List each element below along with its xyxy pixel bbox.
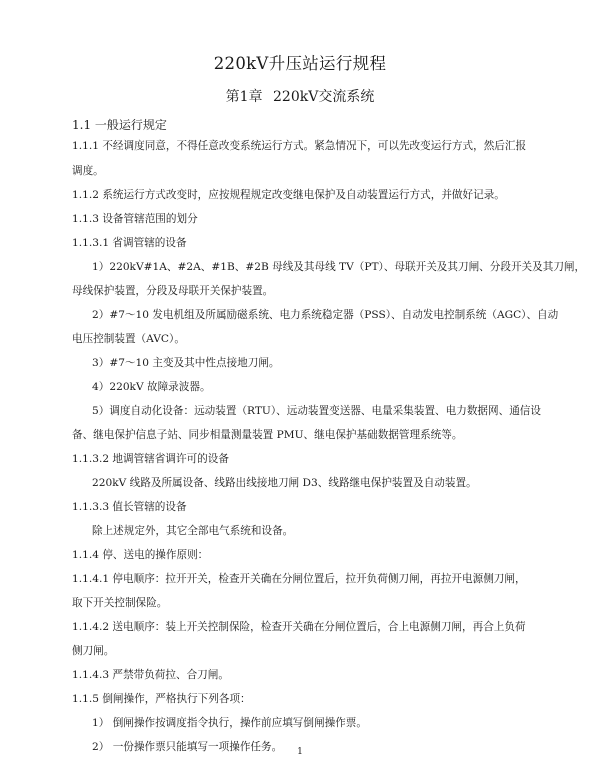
subsection-heading: 1.1.3.2 地调管辖省调许可的设备 [72, 453, 229, 465]
list-item-continued: 电压控制装置（AVC）。 [72, 333, 185, 345]
paragraph-line: 1.1.4.1 停电顺序：拉开开关，检查开关确在分闸位置后，拉开负荷侧刀闸，再拉开电源侧刀闸， [72, 573, 526, 585]
list-item: 2） 一份操作票只能填写一项操作任务。 [92, 741, 283, 753]
paragraph-line: 除上述规定外，其它全部电气系统和设备。 [92, 525, 294, 537]
paragraph-line: 220kV 线路及所属设备、线路出线接地刀闸 D3、线路继电保护装置及自动装置。 [92, 477, 477, 489]
list-item: 5）调度自动化设备：远动装置（RTU）、远动装置变送器、电量采集装置、电力数据网、通信设 [92, 405, 541, 417]
list-item: 3）#7～10 主变及其中性点接地刀闸。 [92, 357, 280, 369]
paragraph-line: 1.1.2 系统运行方式改变时，应按规程规定改变继电保护及自动装置运行方式，并做好记录。 [72, 189, 505, 201]
subsection-heading: 1.1.3.1 省调管辖的设备 [72, 237, 187, 249]
paragraph-line: 1.1.1 不经调度同意，不得任意改变系统运行方式。紧急情况下，可以先改变运行方式，然后汇报 [72, 140, 527, 152]
list-item-continued: 母线保护装置，分段及母联开关保护装置。 [72, 285, 274, 297]
paragraph-line: 侧刀闸。 [72, 645, 115, 657]
paragraph-line: 取下开关控制保险。 [72, 597, 168, 609]
list-item-continued: 备、继电保护信息子站、同步相量测量装置 PMU、继电保护基础数据管理系统等。 [72, 429, 463, 441]
document-title: 220kV升压站运行规程 [213, 54, 387, 73]
list-item: 4）220kV 故障录波器。 [92, 381, 211, 393]
subsection-heading: 1.1.3 设备管辖范围的划分 [72, 213, 198, 225]
paragraph-line: 1.1.4.3 严禁带负荷拉、合刀闸。 [72, 669, 229, 681]
section-heading: 1.1 一般运行规定 [72, 118, 167, 132]
page-number: 1 [297, 747, 303, 757]
paragraph-line: 调度。 [72, 165, 104, 177]
list-item: 1） 倒闸操作按调度指令执行，操作前应填写倒闸操作票。 [92, 717, 367, 729]
subsection-heading: 1.1.5 倒闸操作，严格执行下列各项： [72, 693, 251, 705]
subsection-heading: 1.1.3.3 值长管辖的设备 [72, 501, 187, 513]
paragraph-line: 1.1.4.2 送电顺序：装上开关控制保险，检查开关确在分闸位置后，合上电源侧刀闸，再合上负荷 [72, 621, 526, 633]
subsection-heading: 1.1.4 停、送电的操作原则： [72, 549, 209, 561]
list-item: 2）#7～10 发电机组及所属励磁系统、电力系统稳定器（PSS）、自动发电控制系统（AGC）、自动 [92, 309, 559, 321]
list-item: 1）220kV#1A、#2A、#1B、#2B 母线及其母线 TV（PT）、母联开关及其刀闸、分段开关及其刀闸， [92, 261, 586, 273]
chapter-heading: 第1章 220kV交流系统 [225, 89, 375, 105]
